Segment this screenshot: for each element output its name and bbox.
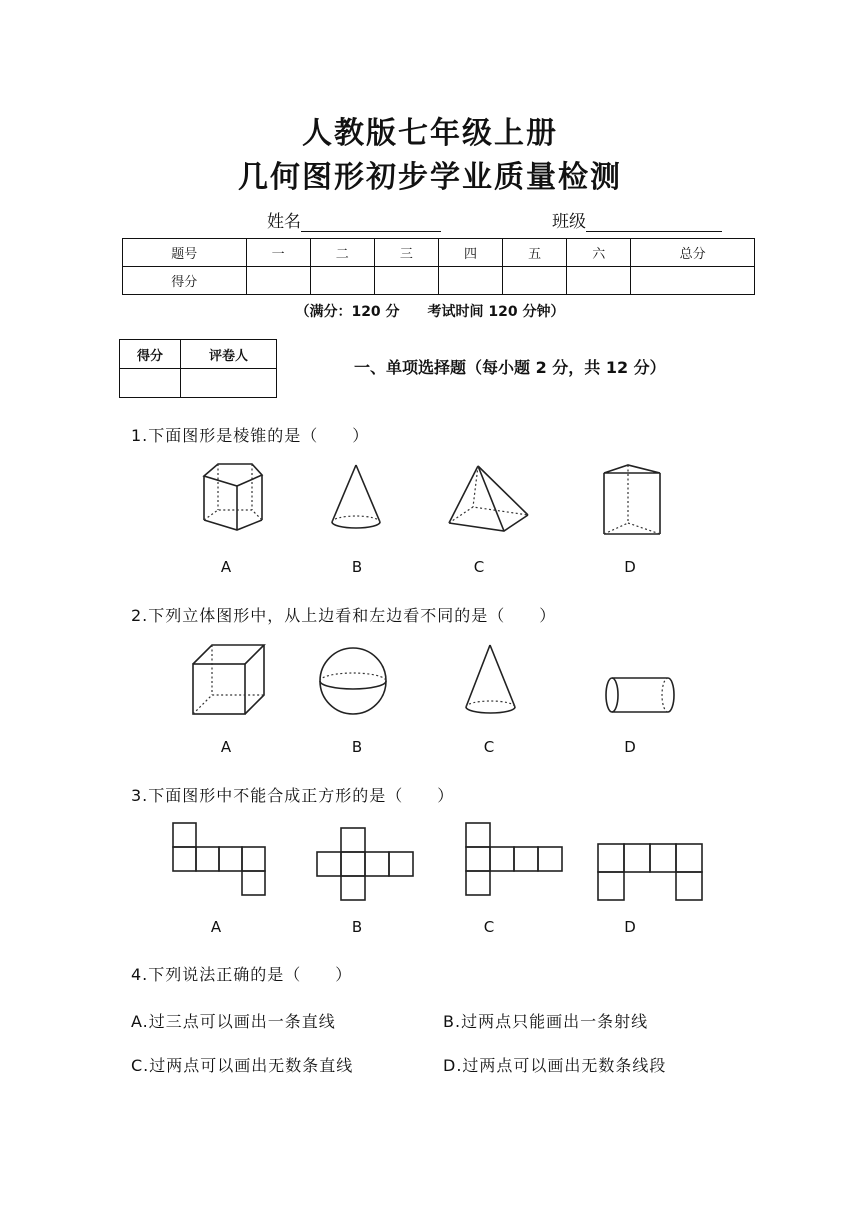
q4-option-a[interactable]: A.过三点可以画出一条直线: [131, 1012, 336, 1031]
q2-label-d[interactable]: D: [624, 738, 636, 756]
question-2-text: 2.下列立体图形中，从上边看和左边看不同的是（ ）: [131, 606, 557, 625]
score-cell[interactable]: [310, 267, 374, 295]
cube-net-b: [314, 827, 414, 907]
q4-option-c[interactable]: C.过两点可以画出无数条直线: [131, 1056, 354, 1075]
cube-net-d: [597, 843, 707, 903]
grader-name-header: 评卷人: [181, 340, 277, 369]
score-cell[interactable]: [246, 267, 310, 295]
score-table: [122, 238, 755, 295]
grader-score-header: 得分: [120, 340, 181, 369]
title-line-1: 人教版七年级上册: [302, 116, 558, 151]
class-field: [552, 207, 722, 232]
q2-label-a[interactable]: A: [220, 738, 232, 756]
title-line-2: 几何图形初步学业质量检测: [238, 160, 622, 195]
q1-label-d[interactable]: D: [624, 558, 636, 576]
section-1-title: 一、单项选择题（每小题 2 分，共 12 分）: [354, 358, 666, 377]
q2-label-b[interactable]: B: [351, 738, 363, 756]
score-header-cell: 总分: [631, 239, 755, 267]
grader-score-cell[interactable]: [120, 369, 181, 398]
q1-label-b[interactable]: B: [351, 558, 363, 576]
score-header-cell: 一: [246, 239, 310, 267]
score-header-cell: 四: [438, 239, 502, 267]
q3-label-d[interactable]: D: [624, 918, 636, 936]
score-cell[interactable]: [631, 267, 755, 295]
name-field: [267, 207, 441, 232]
pentagonal-prism-figure: [196, 460, 271, 535]
score-row-label: 得分: [123, 267, 247, 295]
q3-label-b[interactable]: B: [351, 918, 363, 936]
question-1-text: 1.下面图形是棱锥的是（ ）: [131, 426, 370, 445]
name-blank[interactable]: [301, 212, 441, 232]
score-header-cell: 六: [567, 239, 631, 267]
q1-label-c[interactable]: C: [473, 558, 485, 576]
score-cell[interactable]: [503, 267, 567, 295]
score-header-row: [123, 239, 755, 267]
score-value-row: [123, 267, 755, 295]
q4-option-b[interactable]: B.过两点只能画出一条射线: [443, 1012, 649, 1031]
class-label: 班级: [552, 212, 586, 232]
cube-net-a: [172, 822, 272, 902]
triangular-prism-figure: [600, 463, 665, 538]
cone-figure-2: [463, 642, 523, 717]
q3-label-a[interactable]: A: [210, 918, 222, 936]
score-header-cell: 二: [310, 239, 374, 267]
score-cell[interactable]: [438, 267, 502, 295]
cube-figure: [190, 642, 270, 722]
grader-table: [119, 339, 277, 398]
q3-label-c[interactable]: C: [483, 918, 495, 936]
sphere-figure: [317, 645, 392, 720]
score-cell[interactable]: [567, 267, 631, 295]
cylinder-figure: [603, 676, 683, 716]
exam-note: （满分：120 分 考试时间 120 分钟）: [295, 304, 565, 320]
question-4-text: 4.下列说法正确的是（ ）: [131, 965, 353, 984]
score-header-cell: 五: [503, 239, 567, 267]
q2-label-c[interactable]: C: [483, 738, 495, 756]
score-cell[interactable]: [374, 267, 438, 295]
q1-label-a[interactable]: A: [220, 558, 232, 576]
square-pyramid-figure: [444, 463, 534, 538]
q4-option-d[interactable]: D.过两点可以画出无数条线段: [443, 1056, 667, 1075]
grader-name-cell[interactable]: [181, 369, 277, 398]
name-label: 姓名: [267, 212, 301, 232]
class-blank[interactable]: [586, 212, 722, 232]
cone-figure: [327, 462, 387, 537]
question-3-text: 3.下面图形中不能合成正方形的是（ ）: [131, 786, 455, 805]
score-header-cell: 题号: [123, 239, 247, 267]
score-header-cell: 三: [374, 239, 438, 267]
cube-net-c: [465, 822, 565, 902]
